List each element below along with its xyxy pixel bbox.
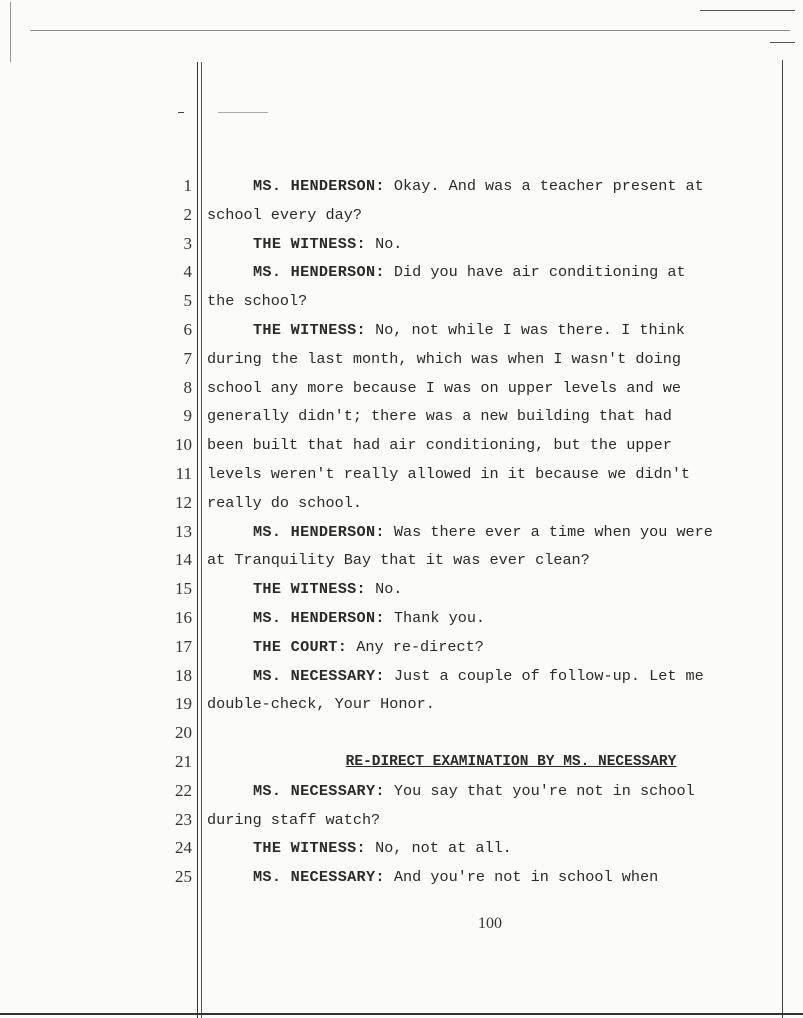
line-number: 17 [175, 636, 192, 656]
transcript-line [207, 172, 781, 201]
transcript-line [207, 201, 781, 230]
transcript-line [207, 546, 781, 575]
line-text: been built that had air conditioning, but the upper [207, 436, 672, 455]
line-number: 3 [183, 233, 192, 253]
line-text: Okay. And was a teacher present at [384, 177, 704, 195]
line-number: 6 [183, 319, 192, 339]
scan-edge [10, 2, 11, 62]
transcript-line [207, 402, 781, 431]
line-number: 25 [175, 867, 192, 887]
speaker-label: MS. HENDERSON: [253, 177, 385, 195]
transcript-line [207, 489, 781, 518]
transcript-line-blank [207, 719, 781, 748]
line-number: 13 [175, 521, 192, 541]
scan-mark [218, 112, 268, 113]
line-number: 16 [175, 607, 192, 627]
transcript-line [207, 834, 781, 863]
line-number: 20 [175, 723, 192, 743]
speaker-label: THE WITNESS: [253, 580, 366, 599]
transcript-text [207, 172, 781, 892]
transcript-line [207, 258, 781, 287]
line-number: 11 [175, 463, 192, 483]
line-text: No. [365, 234, 403, 253]
transcript-line [207, 316, 781, 345]
page-number: 100 [478, 915, 502, 932]
transcript-line [207, 575, 781, 604]
line-text: No, not while I was there. I think [365, 320, 685, 339]
line-text: Thank you. [384, 608, 486, 627]
transcript-line [207, 633, 781, 662]
line-number: 1 [183, 176, 192, 195]
line-number: 12 [175, 492, 192, 512]
transcript-line [207, 777, 781, 806]
line-number: 10 [175, 435, 192, 455]
line-text: Any re-direct? [347, 637, 484, 656]
line-number: 8 [183, 377, 192, 397]
line-text: school every day? [207, 205, 362, 224]
line-text: No, not at all. [365, 839, 512, 858]
line-number: 22 [175, 780, 192, 800]
speaker-label: MS. HENDERSON: [253, 263, 385, 282]
line-text: No. [365, 580, 403, 599]
line-number: 4 [183, 262, 192, 282]
transcript-line [207, 287, 781, 316]
transcript-line [207, 806, 781, 835]
line-text: school any more because I was on upper levels and we [207, 378, 681, 397]
speaker-label: THE COURT: [253, 637, 348, 656]
line-number: 7 [183, 348, 192, 368]
line-text: Just a couple of follow-up. Let me [384, 666, 704, 685]
margin-rule [201, 62, 202, 1018]
line-text: And you're not in school when [384, 868, 659, 887]
line-text: generally didn't; there was a new building that had [207, 407, 672, 426]
top-rule [30, 30, 790, 31]
line-text: the school? [207, 292, 308, 311]
line-number: 24 [175, 838, 192, 858]
transcript-line [207, 431, 781, 460]
margin-rule [197, 62, 198, 1018]
speaker-label: THE WITNESS: [253, 234, 366, 253]
transcript-line [207, 230, 781, 259]
speaker-label: MS. NECESSARY: [253, 868, 385, 887]
line-text: at Tranquility Bay that it was ever clean? [207, 551, 590, 570]
line-number: 18 [175, 665, 192, 685]
transcript-line [207, 863, 781, 892]
line-number: 19 [175, 694, 192, 714]
right-margin-rule [782, 60, 783, 1018]
line-text: during staff watch? [207, 810, 381, 829]
line-number: 21 [175, 751, 192, 771]
line-text: levels weren't really allowed in it because we didn't [207, 464, 691, 483]
line-text: really do school. [207, 493, 362, 512]
line-number: 5 [183, 291, 192, 311]
speaker-label: THE WITNESS: [253, 320, 366, 339]
line-text: Was there ever a time when you were [384, 522, 713, 541]
line-number: 15 [175, 579, 192, 599]
line-text: during the last month, which was when I wasn't doing [207, 349, 681, 368]
scan-mark [178, 112, 184, 113]
transcript-line [207, 460, 781, 489]
line-number: 23 [175, 809, 192, 829]
line-text: Did you have air conditioning at [384, 263, 686, 282]
top-rule [770, 42, 795, 43]
line-number: 2 [183, 204, 192, 224]
speaker-label: MS. HENDERSON: [253, 522, 385, 541]
transcript-line [207, 690, 781, 719]
line-number: 14 [175, 550, 192, 570]
transcript-line [207, 662, 781, 691]
line-number-column [160, 172, 192, 892]
speaker-label: MS. HENDERSON: [253, 608, 385, 627]
transcript-line [207, 374, 781, 403]
speaker-label: MS. NECESSARY: [253, 781, 385, 800]
transcript-line [207, 345, 781, 374]
bottom-rule [0, 1013, 803, 1015]
speaker-label: THE WITNESS: [253, 839, 366, 858]
line-number: 9 [183, 406, 192, 426]
speaker-label: MS. NECESSARY: [253, 666, 385, 685]
transcript-line [207, 604, 781, 633]
transcript-line [207, 518, 781, 547]
line-text: double-check, Your Honor. [207, 695, 435, 714]
line-text: You say that you're not in school [384, 781, 695, 800]
top-rule [700, 10, 795, 11]
section-heading: RE-DIRECT EXAMINATION BY MS. NECESSARY [345, 753, 677, 770]
